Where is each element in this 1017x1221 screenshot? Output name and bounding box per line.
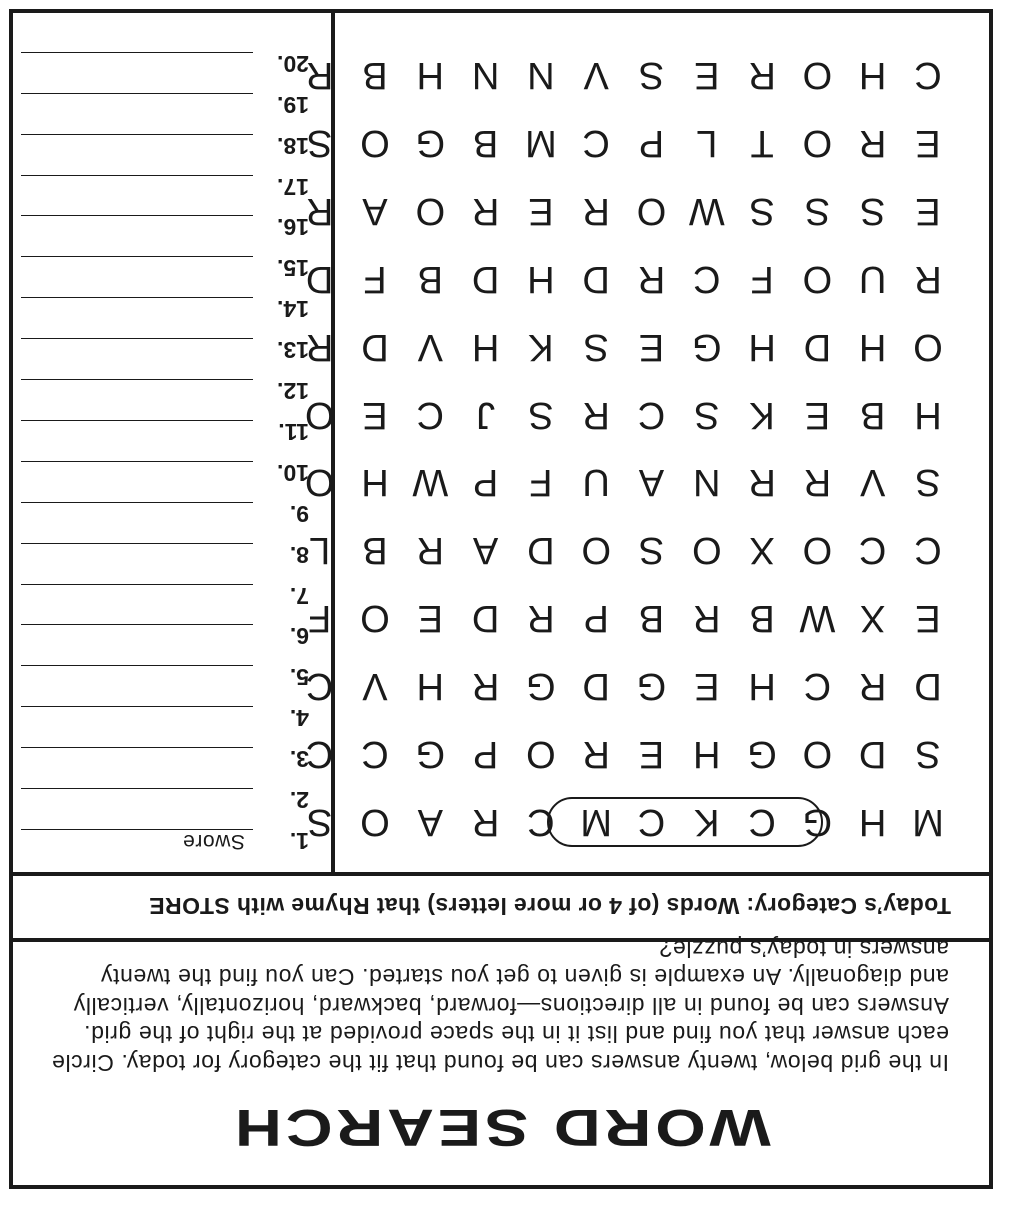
answer-row [31, 610, 331, 650]
answer-blank-line[interactable] [21, 297, 253, 298]
grid-cell[interactable]: H [527, 257, 555, 300]
grid-cell[interactable]: S [638, 54, 665, 97]
grid-cell[interactable]: E [638, 733, 665, 776]
grid-cell[interactable]: R [305, 54, 334, 97]
grid-cell[interactable]: U [582, 461, 610, 504]
grid-cell[interactable]: R [416, 529, 445, 572]
grid-cell[interactable]: S [915, 461, 941, 504]
answer-blank-line[interactable] [21, 256, 253, 257]
grid-cell[interactable]: C [637, 393, 666, 436]
puzzle-title: WORD SEARCH [231, 1098, 771, 1156]
instructions-text: In the grid below, twenty answers can be found that fit the category for today. Circle each answer that you find and list it in the space provided at the right of the grid. Answers can be found in all directions—forward, backward, horizontally, vertically and diagonally. An example is given to get you started. Can you find the twenty answers in today’s puzzle? [51, 936, 949, 1076]
grid-cell[interactable]: S [694, 393, 720, 436]
grid-cell[interactable]: G [636, 665, 667, 708]
grid-cell[interactable]: R [471, 801, 500, 843]
answer-row [31, 37, 331, 77]
answer-blank-line[interactable] [21, 625, 253, 626]
grid-cell[interactable]: G [526, 665, 556, 708]
grid-cell[interactable]: R [858, 122, 887, 164]
grid-cell[interactable]: C [305, 733, 334, 776]
answer-blank-line[interactable] [21, 665, 253, 666]
answer-number: 13. [277, 337, 309, 364]
answer-blank-line[interactable] [21, 706, 253, 707]
answer-row [31, 487, 331, 527]
grid-cell[interactable]: X [860, 597, 886, 640]
answer-blank-line[interactable] [21, 379, 253, 380]
answer-blank-line[interactable] [21, 502, 253, 503]
grid-cell[interactable]: R [748, 461, 776, 504]
grid-cell[interactable]: H [914, 393, 942, 436]
grid-cell[interactable]: O [802, 733, 833, 776]
grid-cell[interactable]: J [476, 393, 496, 436]
grid-cell[interactable]: C [361, 733, 389, 776]
category-bar [9, 872, 993, 938]
grid-cell[interactable]: E [694, 665, 720, 708]
grid-cell[interactable]: P [638, 122, 665, 164]
answer-row [31, 405, 331, 445]
answer-row [31, 691, 331, 731]
grid-cell[interactable]: H [471, 325, 500, 368]
grid-cell[interactable]: R [637, 257, 666, 300]
grid-cell[interactable]: B [362, 54, 388, 97]
answer-row [31, 528, 331, 568]
grid-cell[interactable]: O [913, 325, 943, 368]
answer-row [31, 201, 331, 241]
grid-cell[interactable]: F [363, 257, 387, 300]
answer-blank-line[interactable] [21, 747, 253, 748]
grid-cell[interactable]: H [693, 733, 721, 776]
grid-cell[interactable]: V [860, 461, 886, 504]
answer-blank-line[interactable] [21, 543, 253, 544]
grid-cell[interactable]: H [858, 54, 887, 97]
grid-cell[interactable]: E [417, 597, 443, 640]
letter-grid [304, 9, 993, 872]
grid-cell[interactable]: E [528, 189, 554, 232]
grid-cell[interactable]: F [529, 461, 553, 504]
example-answer-text: Swore [182, 830, 245, 853]
grid-cell[interactable]: E [694, 54, 720, 97]
grid-cell[interactable]: O [802, 54, 833, 97]
answer-number: 15. [277, 255, 309, 282]
grid-cell[interactable]: G [415, 733, 446, 776]
grid-cell[interactable]: M [525, 122, 557, 164]
answer-number: 4. [289, 705, 309, 732]
answer-list [9, 9, 335, 872]
grid-cell[interactable]: V [583, 54, 609, 97]
grid-cell[interactable]: O [802, 122, 833, 164]
grid-cell[interactable]: N [693, 461, 721, 504]
grid-cell[interactable]: C [527, 801, 555, 843]
answer-number: 5. [289, 664, 309, 691]
grid-cell[interactable]: O [415, 189, 446, 232]
grid-cell[interactable]: O [636, 189, 667, 232]
answer-number: 6. [289, 623, 309, 650]
answer-blank-line[interactable] [21, 461, 253, 462]
answer-number: 17. [277, 173, 309, 200]
grid-cell[interactable]: D [803, 325, 832, 368]
grid-cell[interactable]: H [361, 461, 389, 504]
grid-cell[interactable]: O [526, 733, 556, 776]
grid-cell[interactable]: U [858, 257, 887, 300]
grid-cell[interactable]: V [362, 665, 388, 708]
grid-cell[interactable]: M [912, 801, 944, 843]
grid-cell[interactable]: S [638, 529, 665, 572]
grid-cell[interactable]: G [692, 325, 722, 368]
title-section [9, 938, 993, 1189]
grid-cell[interactable]: R [914, 257, 942, 300]
grid-cell[interactable]: S [307, 801, 333, 843]
grid-cell[interactable]: T [750, 122, 774, 164]
grid-cell[interactable]: N [527, 54, 555, 97]
answer-number: 11. [278, 419, 309, 445]
grid-cell[interactable]: D [582, 665, 610, 708]
grid-cell[interactable]: A [417, 801, 443, 843]
grid-cell[interactable]: K [694, 801, 720, 843]
answer-blank-line[interactable] [21, 584, 253, 585]
grid-cell[interactable]: K [528, 325, 554, 368]
grid-cell[interactable]: H [748, 665, 776, 708]
grid-cell[interactable]: F [750, 257, 774, 300]
grid-cell[interactable]: C [637, 801, 666, 843]
grid-cell[interactable]: C [693, 257, 721, 300]
grid-cell[interactable]: S [528, 393, 554, 436]
grid-cell[interactable]: B [749, 597, 775, 640]
grid-cell[interactable]: X [749, 529, 775, 572]
answer-row [31, 650, 331, 690]
answer-blank-line[interactable] [21, 175, 253, 176]
grid-cell[interactable]: D [858, 733, 887, 776]
grid-cell[interactable]: E [915, 189, 941, 232]
grid-cell[interactable]: M [580, 801, 613, 843]
grid-cell[interactable]: B [860, 393, 886, 436]
grid-cell[interactable]: W [688, 189, 725, 232]
grid-cell[interactable]: O [360, 122, 390, 164]
grid-cell[interactable]: G [415, 122, 446, 164]
answer-number: 3. [289, 746, 309, 773]
answer-row [31, 732, 331, 772]
grid-cell[interactable]: E [915, 122, 941, 164]
grid-cell[interactable]: C [914, 54, 942, 97]
grid-cell[interactable]: O [802, 257, 833, 300]
grid-cell[interactable]: R [803, 461, 832, 504]
answer-number: 2. [289, 787, 309, 814]
answer-row [31, 814, 331, 854]
grid-cell[interactable]: R [582, 733, 610, 776]
grid-cell[interactable]: W [799, 597, 836, 640]
answer-number: 8. [289, 541, 309, 568]
grid-cell[interactable]: S [915, 733, 941, 776]
grid-cell[interactable]: R [748, 54, 776, 97]
grid-cell[interactable]: O [360, 801, 390, 843]
grid-cell[interactable]: H [858, 801, 887, 843]
grid-cell[interactable]: V [417, 325, 443, 368]
category-text: Today’s Category: Words (of 4 or more letters) that Rhyme with STORE [148, 893, 951, 919]
grid-cell[interactable]: R [693, 597, 721, 640]
grid-cell[interactable]: R [305, 189, 334, 232]
answer-number: 18. [277, 132, 309, 159]
answer-blank-line[interactable] [21, 134, 253, 135]
grid-cell[interactable]: B [417, 257, 443, 300]
grid-cell[interactable]: C [858, 529, 887, 572]
answer-row [31, 78, 331, 118]
grid-cell[interactable]: A [472, 529, 499, 572]
answer-number: 12. [277, 378, 309, 405]
grid-cell[interactable]: R [471, 189, 500, 232]
grid-cell[interactable]: D [582, 257, 610, 300]
grid-cell[interactable]: D [527, 529, 555, 572]
grid-cell[interactable]: O [304, 461, 335, 504]
answer-row [31, 446, 331, 486]
grid-cell[interactable]: G [747, 733, 777, 776]
grid-cell[interactable]: H [748, 325, 776, 368]
grid-cell[interactable]: F [308, 597, 332, 640]
answer-row [31, 241, 331, 281]
grid-cell[interactable]: R [858, 665, 887, 708]
answer-row [31, 160, 331, 200]
grid-cell[interactable]: O [802, 529, 833, 572]
grid-cell[interactable]: B [638, 597, 665, 640]
answer-row [31, 282, 331, 322]
grid-cell[interactable]: R [471, 665, 500, 708]
grid-cell[interactable]: S [583, 325, 609, 368]
answer-number: 20. [277, 50, 309, 77]
grid-cell[interactable]: H [416, 665, 445, 708]
answer-row [31, 323, 331, 363]
answer-number: 1. [289, 828, 309, 854]
answer-row [31, 569, 331, 609]
grid-cell[interactable]: N [471, 54, 500, 97]
answer-row [31, 364, 331, 404]
answer-number: 9. [289, 500, 309, 527]
grid-cell[interactable]: D [471, 257, 500, 300]
grid-cell[interactable]: C [416, 393, 445, 436]
grid-cell[interactable]: D [361, 325, 389, 368]
grid-cell[interactable]: E [362, 393, 388, 436]
grid-cell[interactable]: H [858, 325, 887, 368]
grid-cell[interactable]: O [692, 529, 722, 572]
grid-cell[interactable]: C [748, 801, 776, 843]
grid-cell[interactable]: D [305, 257, 334, 300]
answer-row [31, 119, 331, 159]
grid-cell[interactable]: S [749, 189, 775, 232]
grid-cell[interactable]: O [581, 529, 611, 572]
grid-cell[interactable]: P [472, 461, 499, 504]
answer-number: 10. [277, 459, 309, 486]
grid-cell[interactable]: A [362, 189, 388, 232]
grid-cell[interactable]: S [804, 189, 831, 232]
grid-cell[interactable]: D [471, 597, 500, 640]
grid-cell[interactable]: E [804, 393, 831, 436]
grid-cell[interactable]: S [860, 189, 886, 232]
grid-cell[interactable]: W [412, 461, 449, 504]
grid-cell[interactable]: B [472, 122, 499, 164]
grid-cell[interactable]: C [305, 665, 334, 708]
grid-cell[interactable]: A [638, 461, 665, 504]
grid-cell[interactable]: L [309, 529, 331, 572]
grid-cell[interactable]: R [305, 325, 334, 368]
grid-cell[interactable]: R [582, 189, 610, 232]
answer-row [31, 773, 331, 813]
answer-blank-line[interactable] [21, 420, 253, 421]
grid-cell[interactable]: B [362, 529, 388, 572]
grid-cell[interactable]: D [914, 665, 942, 708]
grid-cell[interactable]: C [914, 529, 942, 572]
grid-cell[interactable]: K [749, 393, 775, 436]
grid-cell[interactable]: H [416, 54, 445, 97]
answer-blank-line[interactable] [21, 93, 253, 94]
grid-cell[interactable]: O [360, 597, 390, 640]
answer-blank-line[interactable] [21, 788, 253, 789]
grid-cell[interactable]: E [915, 597, 941, 640]
grid-cell[interactable]: P [472, 733, 499, 776]
grid-cell[interactable]: L [696, 122, 718, 164]
grid-cell[interactable]: O [304, 393, 335, 436]
answer-number: 14. [277, 296, 309, 323]
grid-cell[interactable]: R [582, 393, 610, 436]
grid-cell[interactable]: R [527, 597, 555, 640]
grid-cell[interactable]: C [582, 122, 610, 164]
answer-blank-line[interactable] [21, 338, 253, 339]
grid-cell[interactable]: C [803, 665, 832, 708]
grid-cell[interactable]: G [802, 801, 833, 843]
grid-cell[interactable]: E [638, 325, 665, 368]
grid-cell[interactable]: P [583, 597, 609, 640]
answer-number: 19. [277, 91, 309, 118]
answer-number: 7. [289, 582, 309, 609]
answer-number: 16. [277, 214, 309, 241]
answer-blank-line[interactable] [21, 52, 253, 53]
answer-blank-line[interactable] [21, 216, 253, 217]
grid-cell[interactable]: S [307, 122, 333, 164]
